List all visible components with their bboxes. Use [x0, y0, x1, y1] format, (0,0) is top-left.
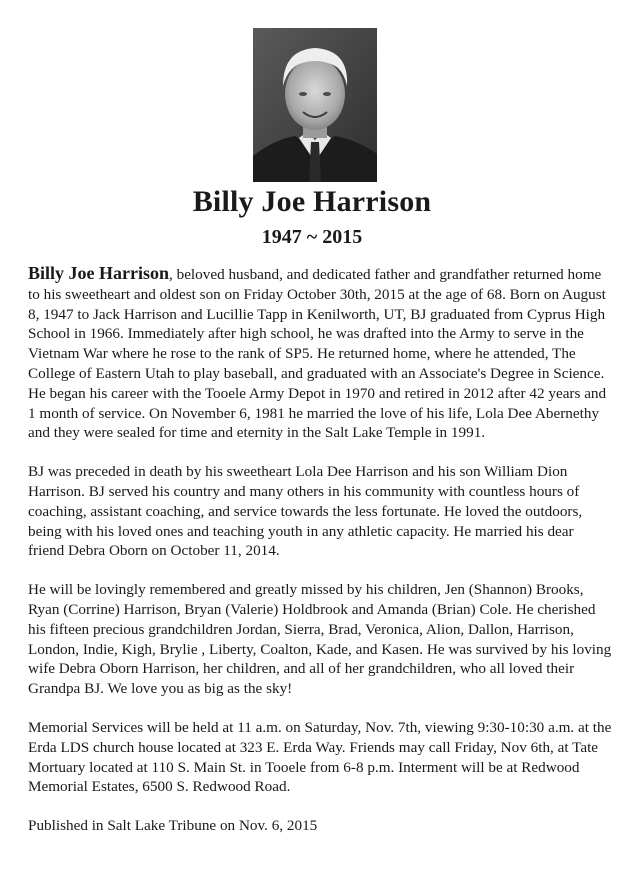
obituary-name-title: Billy Joe Harrison	[192, 185, 432, 218]
paragraph-preceded: BJ was preceded in death by his sweetheart Lola Dee Harrison and his son William Dion Harrison. BJ served his country and many others in his community with countless hours of coaching, assistant coaching, and service towards the less fortunate. He loved the outdoors, being with his loved ones and teaching youth in any athletic capacity. He married his dear friend Debra Oborn on October 11, 2014.	[28, 463, 583, 560]
paragraph-biography	[28, 264, 613, 443]
portrait-photo	[253, 28, 377, 182]
published-note: Published in Salt Lake Tribune on Nov. 6, 2015	[28, 817, 318, 835]
life-years: 1947 ~ 2015	[261, 226, 363, 248]
paragraph-services: Memorial Services will be held at 11 a.m. on Saturday, Nov. 7th, viewing 9:30-10:30 a.m. at the Erda LDS church house located at 323 E. Erda Way. Friends may call Friday, Nov 6th, at Tate Mortuary located at 110 S. Main St. in Tooele from 6-8 p.m. Interment will be at Redwood Memorial Estates, 6500 S. Redwood Road.	[28, 718, 612, 796]
paragraph-biography-text: , beloved husband, and dedicated father and grandfather returned home to his sweetheart and oldest son on Friday October 30th, 2015 at the age of 68. Born on August 8, 1947 to Jack Harrison and Lucillie Tapp in Kenilworth, UT, BJ graduated from Cyprus High School in 1966. Immediately after high school, he was drafted into the Army to serve in the Vietnam War where he rose to the rank of SP5. He returned home, where he attended, The College of Eastern Utah to play baseball, and graduated with an Associate's Degree in Science. He began his career with the Tooele Army Depot in 1970 and retired in 2012 after 42 years and 1 month of service. On November 6, 1981 he married the love of his life, Lola Dee Abernethy and they were sealed for time and eternity in the Salt Lake Temple in 1991.	[28, 266, 607, 442]
paragraph-survived: He will be lovingly remembered and greatly missed by his children, Jen (Shannon) Brooks, Ryan (Corrine) Harrison, Bryan (Valerie) Holdbrook and Amanda (Brian) Cole. He cherished his fifteen precious grandchildren Jordan, Sierra, Brad, Veronica, Alion, Dallon, Harrison, London, Indie, Kigh, Brylie , Liberty, Coalton, Kade, and Kasen. He was survived by his loving wife Debra Oborn Harrison, her children, and all of her grandchildren, who all loved their Grandpa BJ. We love you as big as the sky!	[28, 581, 612, 698]
obituary-body	[28, 264, 613, 855]
lead-name: Billy Joe Harrison	[28, 263, 169, 283]
portrait-image	[253, 28, 377, 182]
